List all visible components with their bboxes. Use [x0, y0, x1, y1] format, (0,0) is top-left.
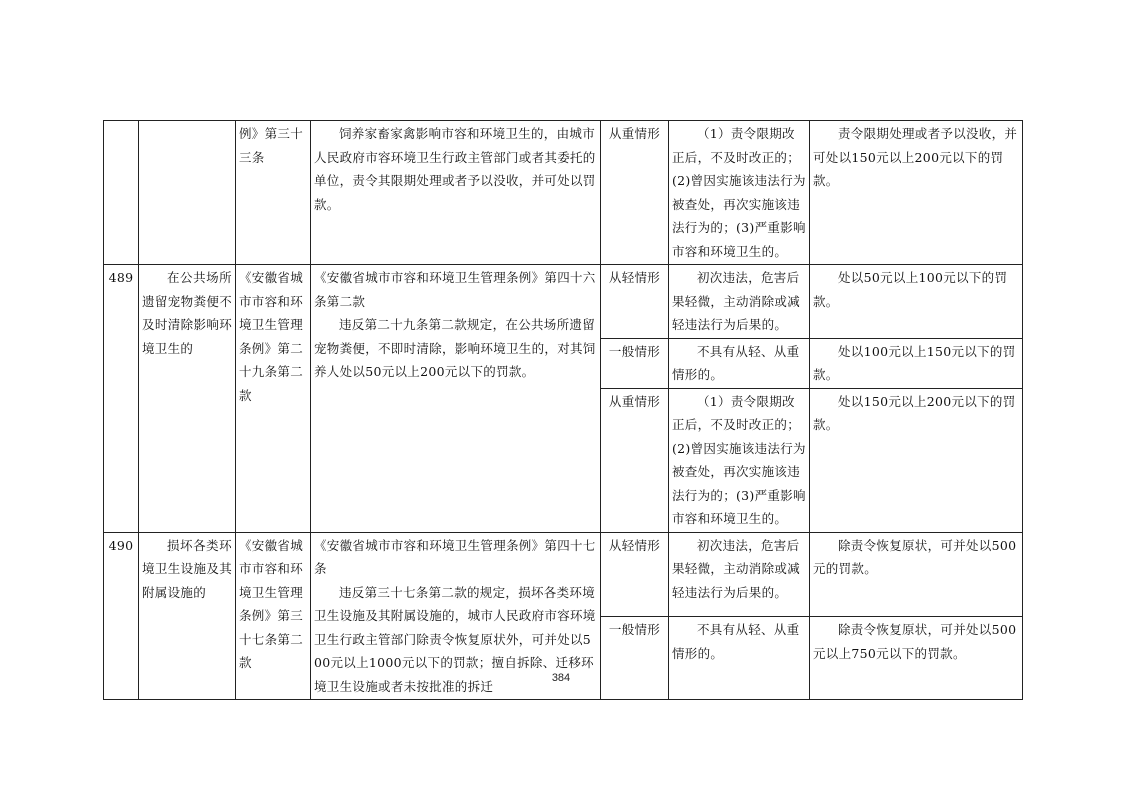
circumstance-description: 初次违法，危害后果轻微，主动消除或减轻违法行为后果的。 — [669, 532, 810, 617]
penalty-provision: 饲养家畜家禽影响市容和环境卫生的，由城市人民政府市容环境卫生行政主管部门或者其委托的单位，责令其限期处理或者予以没收，并可处以罚款。 — [311, 121, 601, 265]
penalty-table — [103, 120, 1023, 700]
violation-item — [139, 121, 236, 265]
penalty-standard: 责令限期处理或者予以没收，并可处以150元以上200元以下的罚款。 — [810, 121, 1023, 265]
page-number: 384 — [551, 672, 571, 684]
circumstance-level: 一般情形 — [601, 617, 669, 700]
penalty-standard: 处以100元以上150元以下的罚款。 — [810, 338, 1023, 388]
provision-title: 《安徽省城市市容和环境卫生管理条例》第四十六条第二款 — [314, 270, 596, 309]
penalty-standard: 处以50元以上100元以下的罚款。 — [810, 265, 1023, 339]
penalty-standard: 除责令恢复原状，可并处以500元的罚款。 — [810, 532, 1023, 617]
legal-basis: 《安徽省城市市容和环境卫生管理条例》第三十七条第二款 — [236, 532, 311, 700]
circumstance-level: 从轻情形 — [601, 532, 669, 617]
circumstance-level: 从轻情形 — [601, 265, 669, 339]
legal-basis: 例》第三十三条 — [236, 121, 311, 265]
circumstance-description: （1）责令限期改正后，不及时改正的；(2)曾因实施该违法行为被查处，再次实施该违法行为的；(3)严重影响市容和环境卫生的。 — [669, 388, 810, 532]
circumstance-description: （1）责令限期改正后，不及时改正的；(2)曾因实施该违法行为被查处，再次实施该违法行为的；(3)严重影响市容和环境卫生的。 — [669, 121, 810, 265]
provision-text: 违反第二十九条第二款规定，在公共场所遗留宠物粪便，不即时清除，影响环境卫生的，对其饲养人处以50元以上200元以下的罚款。 — [314, 317, 596, 379]
table-row — [104, 532, 1023, 617]
circumstance-level: 从重情形 — [601, 388, 669, 532]
circumstance-level: 一般情形 — [601, 338, 669, 388]
legal-basis: 《安徽省城市市容和环境卫生管理条例》第二十九条第二款 — [236, 265, 311, 533]
provision-text: 违反第三十七条第二款的规定，损坏各类环境卫生设施及其附属设施的，城市人民政府市容环境卫生行政主管部门除责令恢复原状外，可并处以500元以上1000元以下的罚款；擅自拆除、迁移环境卫生设施或者未按批准的拆迁 — [314, 584, 596, 694]
provision-title: 《安徽省城市市容和环境卫生管理条例》第四十七条 — [314, 537, 596, 576]
item-number: 489 — [104, 265, 139, 533]
circumstance-level: 从重情形 — [601, 121, 669, 265]
violation-item: 损坏各类环境卫生设施及其附属设施的 — [139, 532, 236, 700]
penalty-standard: 除责令恢复原状，可并处以500元以上750元以下的罚款。 — [810, 617, 1023, 700]
circumstance-description: 不具有从轻、从重情形的。 — [669, 617, 810, 700]
table-row — [104, 265, 1023, 339]
table-row — [104, 121, 1023, 265]
circumstance-description: 初次违法，危害后果轻微，主动消除或减轻违法行为后果的。 — [669, 265, 810, 339]
penalty-standard: 处以150元以上200元以下的罚款。 — [810, 388, 1023, 532]
penalty-provision — [311, 265, 601, 533]
violation-item: 在公共场所遗留宠物粪便不及时清除影响环境卫生的 — [139, 265, 236, 533]
item-number — [104, 121, 139, 265]
circumstance-description: 不具有从轻、从重情形的。 — [669, 338, 810, 388]
item-number: 490 — [104, 532, 139, 700]
